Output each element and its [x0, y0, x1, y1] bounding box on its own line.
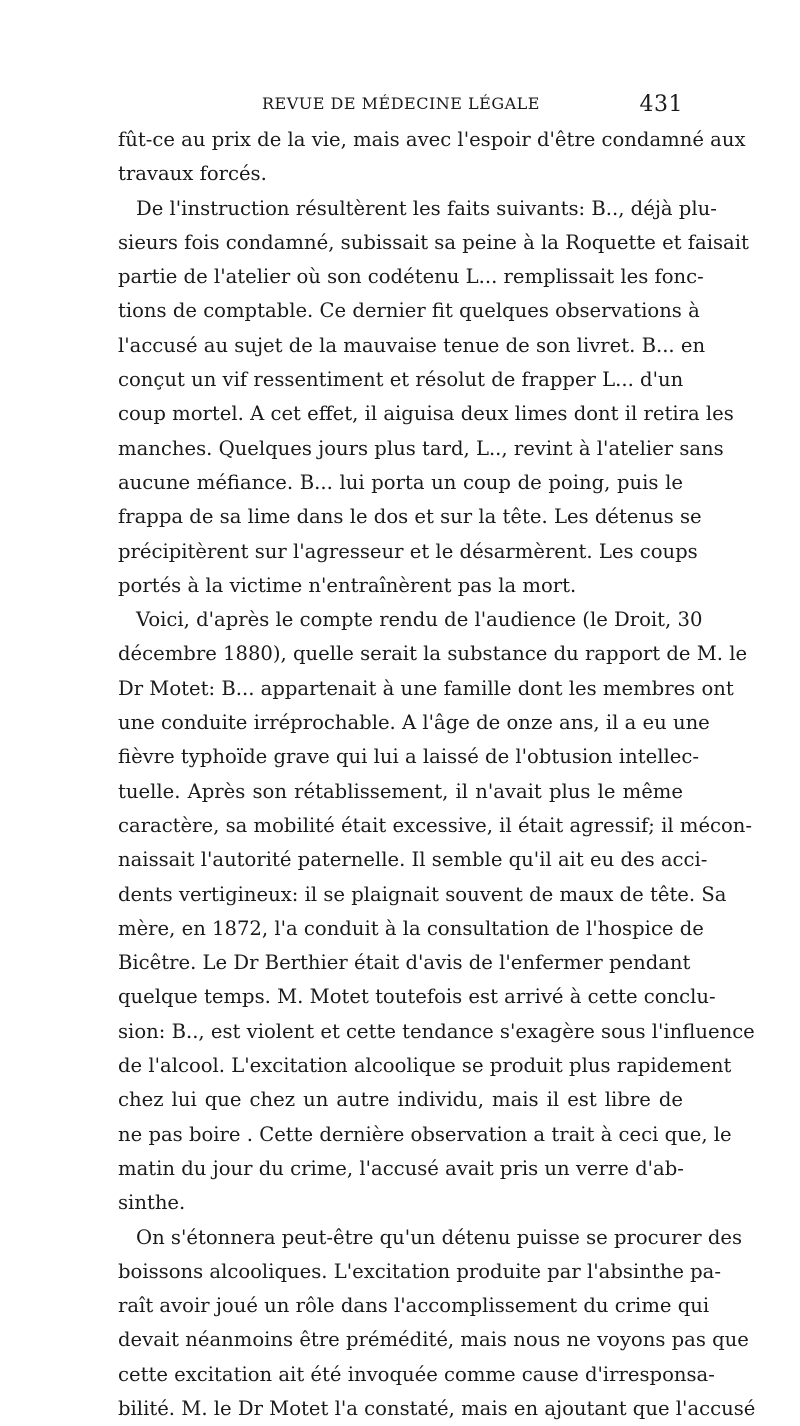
text-line: l'accusé au sujet de la mauvaise tenue de son livret. B... en	[118, 333, 706, 357]
text-line: Voici, d'après le compte rendu de l'audience (le Droit, 30	[136, 608, 703, 632]
text-line: mère, en 1872, l'a conduit à la consultation de l'hospice de	[118, 916, 704, 940]
text-line: tuelle. Après son rétablissement, il n'avait plus le même	[118, 779, 683, 803]
text-line: Bicêtre. Le Dr Berthier était d'avis de l'enfermer pendant	[118, 951, 691, 975]
text-line: ne pas boire . Cette dernière observation a trait à ceci que, le	[118, 1122, 732, 1146]
text-line: On s'étonnera peut-être qu'un détenu puisse se procurer des	[136, 1225, 743, 1249]
text-line: aucune méfiance. B... lui porta un coup de poing, puis le	[118, 470, 683, 494]
running-title: REVUE DE MÉDECINE LÉGALE	[262, 94, 540, 113]
text-line: bilité. M. le Dr Motet l'a constaté, mais en ajoutant que l'accusé	[118, 1396, 756, 1420]
text-line: frappa de sa lime dans le dos et sur la tête. Les détenus se	[118, 505, 702, 529]
text-line: fièvre typhoïde grave qui lui a laissé de l'obtusion intellec-	[118, 745, 699, 769]
text-line: une conduite irréprochable. A l'âge de onze ans, il a eu une	[118, 711, 710, 735]
text-line: caractère, sa mobilité était excessive, il était agressif; il mécon-	[118, 813, 753, 837]
text-line: fût-ce au prix de la vie, mais avec l'espoir d'être condamné aux	[118, 128, 746, 151]
text-line: chez lui que chez un autre individu, mais il est libre de	[118, 1088, 683, 1112]
text-line: portés à la victime n'entraînèrent pas la mort.	[118, 573, 577, 597]
text-line: manches. Quelques jours plus tard, L.., revint à l'atelier sans	[118, 436, 724, 460]
text-line: naissait l'autorité paternelle. Il semble qu'il ait eu des acci-	[118, 848, 708, 872]
text-line: sinthe.	[118, 1191, 186, 1215]
page-number: 431	[639, 92, 683, 117]
text-line: précipitèrent sur l'agresseur et le désarmèrent. Les coups	[118, 539, 698, 563]
text-line: quelque temps. M. Motet toutefois est arrivé à cette conclu-	[118, 985, 716, 1009]
page-header	[118, 94, 683, 120]
text-line: devait néanmoins être prémédité, mais nous ne voyons pas que	[118, 1328, 749, 1352]
text-line: cette excitation ait été invoquée comme cause d'irresponsa-	[118, 1362, 715, 1386]
text-line: sion: B.., est violent et cette tendance s'exagère sous l'influence	[118, 1019, 755, 1043]
text-line: de l'alcool. L'excitation alcoolique se produit plus rapidement	[118, 1054, 732, 1078]
text-line: décembre 1880), quelle serait la substance du rapport de M. le	[118, 642, 748, 666]
text-line: boissons alcooliques. L'excitation produite par l'absinthe pa-	[118, 1259, 721, 1283]
text-line: De l'instruction résultèrent les faits suivants: B.., déjà plu-	[136, 196, 717, 220]
text-line: conçut un vif ressentiment et résolut de frapper L... d'un	[118, 368, 684, 392]
text-line: coup mortel. A cet effet, il aiguisa deux limes dont il retira les	[118, 402, 734, 426]
text-line: matin du jour du crime, l'accusé avait pris un verre d'ab-	[118, 1156, 684, 1180]
text-line: tions de comptable. Ce dernier fit quelques observations à	[118, 299, 700, 323]
text-line: raît avoir joué un rôle dans l'accomplissement du crime qui	[118, 1294, 710, 1318]
text-line: travaux forcés.	[118, 162, 267, 186]
text-line: sieurs fois condamné, subissait sa peine à la Roquette et faisait	[118, 230, 749, 254]
text-line: dents vertigineux: il se plaignait souvent de maux de tête. Sa	[118, 882, 727, 906]
body-text	[118, 123, 756, 1426]
text-line: Dr Motet: B... appartenait à une famille dont les membres ont	[118, 676, 734, 700]
text-line: partie de l'atelier où son codétenu L... remplissait les fonc-	[118, 265, 704, 289]
